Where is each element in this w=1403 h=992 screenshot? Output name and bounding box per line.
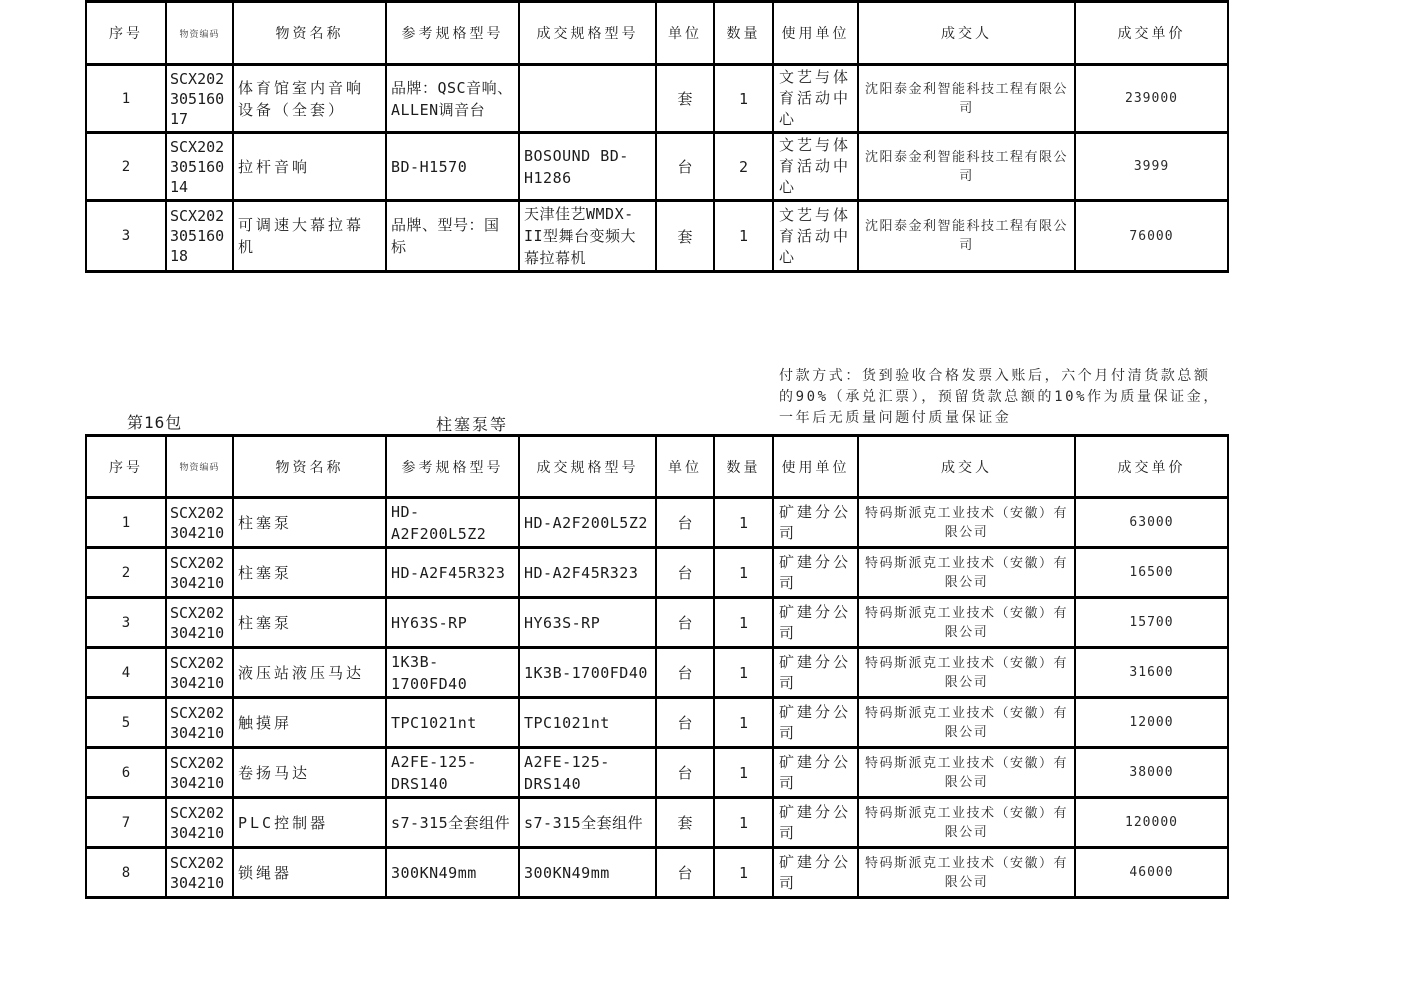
header-row xyxy=(86,436,1228,498)
table-row xyxy=(86,698,1228,748)
cell-seq: 3 xyxy=(86,598,166,648)
cell-user-dept: 文艺与体育活动中心 xyxy=(773,133,858,201)
cell-unit: 台 xyxy=(656,648,714,698)
col-header-material-code: 物资编码 xyxy=(166,436,233,498)
cell-user-dept: 矿建分公司 xyxy=(773,798,858,848)
col-header-qty: 数量 xyxy=(714,2,773,65)
cell-unit: 台 xyxy=(656,498,714,548)
cell-qty: 1 xyxy=(714,698,773,748)
cell-seq: 2 xyxy=(86,133,166,201)
table-row xyxy=(86,848,1228,898)
cell-deal-spec: HD-A2F200L5Z2 xyxy=(519,498,656,548)
cell-unit-price: 239000 xyxy=(1075,65,1228,133)
cell-deal-spec: A2FE-125-DRS140 xyxy=(519,748,656,798)
cell-seq: 1 xyxy=(86,498,166,548)
cell-ref-spec: TPC1021nt xyxy=(386,698,519,748)
cell-unit-price: 16500 xyxy=(1075,548,1228,598)
col-header-winner: 成交人 xyxy=(858,436,1075,498)
table-header xyxy=(86,2,1228,65)
cell-material-name: 可调速大幕拉幕机 xyxy=(233,201,386,272)
cell-material-code: SCX20230516014 xyxy=(166,133,233,201)
cell-user-dept: 文艺与体育活动中心 xyxy=(773,65,858,133)
cell-deal-spec: BOSOUND BD-H1286 xyxy=(519,133,656,201)
col-header-seq: 序号 xyxy=(86,2,166,65)
table-row xyxy=(86,65,1228,133)
cell-deal-spec: HY63S-RP xyxy=(519,598,656,648)
col-header-qty: 数量 xyxy=(714,436,773,498)
col-header-material-name: 物资名称 xyxy=(233,436,386,498)
cell-unit: 台 xyxy=(656,548,714,598)
cell-winner: 沈阳泰金利智能科技工程有限公司 xyxy=(858,65,1075,133)
cell-qty: 1 xyxy=(714,748,773,798)
col-header-deal-spec: 成交规格型号 xyxy=(519,2,656,65)
cell-unit-price: 38000 xyxy=(1075,748,1228,798)
cell-material-code: SCX202304210 xyxy=(166,798,233,848)
col-header-ref-spec: 参考规格型号 xyxy=(386,2,519,65)
cell-material-name: 拉杆音响 xyxy=(233,133,386,201)
cell-ref-spec: 品牌、型号：国标 xyxy=(386,201,519,272)
cell-material-code: SCX202304210 xyxy=(166,698,233,748)
cell-winner: 特码斯派克工业技术（安徽）有限公司 xyxy=(858,848,1075,898)
cell-unit: 台 xyxy=(656,698,714,748)
cell-ref-spec: s7-315全套组件 xyxy=(386,798,519,848)
col-header-unit-price: 成交单价 xyxy=(1075,436,1228,498)
cell-material-name: 触摸屏 xyxy=(233,698,386,748)
cell-winner: 特码斯派克工业技术（安徽）有限公司 xyxy=(858,748,1075,798)
cell-unit-price: 3999 xyxy=(1075,133,1228,201)
cell-deal-spec: HD-A2F45R323 xyxy=(519,548,656,598)
cell-material-code: SCX202304210 xyxy=(166,648,233,698)
cell-user-dept: 矿建分公司 xyxy=(773,648,858,698)
cell-unit-price: 76000 xyxy=(1075,201,1228,272)
cell-deal-spec: 1K3B-1700FD40 xyxy=(519,648,656,698)
col-header-unit-price: 成交单价 xyxy=(1075,2,1228,65)
package-label: 第16包 xyxy=(127,413,183,432)
cell-seq: 7 xyxy=(86,798,166,848)
cell-winner: 沈阳泰金利智能科技工程有限公司 xyxy=(858,201,1075,272)
cell-qty: 1 xyxy=(714,548,773,598)
col-header-unit: 单位 xyxy=(656,2,714,65)
cell-winner: 特码斯派克工业技术（安徽）有限公司 xyxy=(858,648,1075,698)
cell-material-name: 体育馆室内音响设备（全套） xyxy=(233,65,386,133)
table-row xyxy=(86,798,1228,848)
cell-winner: 特码斯派克工业技术（安徽）有限公司 xyxy=(858,548,1075,598)
cell-seq: 2 xyxy=(86,548,166,598)
cell-winner: 特码斯派克工业技术（安徽）有限公司 xyxy=(858,498,1075,548)
cell-ref-spec: 300KN49mm xyxy=(386,848,519,898)
cell-unit: 套 xyxy=(656,65,714,133)
cell-user-dept: 矿建分公司 xyxy=(773,548,858,598)
cell-ref-spec: 1K3B-1700FD40 xyxy=(386,648,519,698)
col-header-user-dept: 使用单位 xyxy=(773,2,858,65)
cell-seq: 1 xyxy=(86,65,166,133)
cell-unit-price: 120000 xyxy=(1075,798,1228,848)
col-header-winner: 成交人 xyxy=(858,2,1075,65)
payment-terms-note: 付款方式：货到验收合格发票入账后，六个月付清货款总额的90%（承兑汇票），预留货款总额的10%作为质量保证金，一年后无质量问题付质量保证金 xyxy=(779,368,1220,426)
cell-deal-spec: 天津佳艺WMDX-II型舞台变频大幕拉幕机 xyxy=(519,201,656,272)
cell-deal-spec: 300KN49mm xyxy=(519,848,656,898)
cell-deal-spec: TPC1021nt xyxy=(519,698,656,748)
cell-ref-spec: 品牌：QSC音响、ALLEN调音台 xyxy=(386,65,519,133)
cell-material-code: SCX202304210 xyxy=(166,748,233,798)
cell-ref-spec: HY63S-RP xyxy=(386,598,519,648)
cell-user-dept: 矿建分公司 xyxy=(773,698,858,748)
cell-seq: 6 xyxy=(86,748,166,798)
cell-seq: 4 xyxy=(86,648,166,698)
cell-qty: 1 xyxy=(714,848,773,898)
cell-ref-spec: BD-H1570 xyxy=(386,133,519,201)
cell-seq: 5 xyxy=(86,698,166,748)
cell-material-name: 锁绳器 xyxy=(233,848,386,898)
table-row xyxy=(86,598,1228,648)
col-header-user-dept: 使用单位 xyxy=(773,436,858,498)
cell-qty: 1 xyxy=(714,598,773,648)
table-row xyxy=(86,201,1228,272)
cell-unit: 套 xyxy=(656,798,714,848)
cell-unit: 台 xyxy=(656,598,714,648)
table-row xyxy=(86,133,1228,201)
cell-material-name: 液压站液压马达 xyxy=(233,648,386,698)
cell-unit: 套 xyxy=(656,201,714,272)
cell-unit: 台 xyxy=(656,133,714,201)
cell-material-code: SCX20230516018 xyxy=(166,201,233,272)
cell-user-dept: 矿建分公司 xyxy=(773,848,858,898)
col-header-material-name: 物资名称 xyxy=(233,2,386,65)
cell-unit: 台 xyxy=(656,748,714,798)
cell-seq: 3 xyxy=(86,201,166,272)
cell-material-code: SCX202304210 xyxy=(166,548,233,598)
cell-material-code: SCX20230516017 xyxy=(166,65,233,133)
cell-user-dept: 矿建分公司 xyxy=(773,598,858,648)
cell-winner: 特码斯派克工业技术（安徽）有限公司 xyxy=(858,598,1075,648)
cell-qty: 1 xyxy=(714,201,773,272)
cell-qty: 1 xyxy=(714,65,773,133)
award-table-pumps xyxy=(85,434,1229,899)
cell-material-code: SCX202304210 xyxy=(166,498,233,548)
cell-unit-price: 15700 xyxy=(1075,598,1228,648)
cell-unit-price: 12000 xyxy=(1075,698,1228,748)
col-header-material-code: 物资编码 xyxy=(166,2,233,65)
cell-ref-spec: HD-A2F45R323 xyxy=(386,548,519,598)
cell-ref-spec: A2FE-125-DRS140 xyxy=(386,748,519,798)
cell-ref-spec: HD-A2F200L5Z2 xyxy=(386,498,519,548)
col-header-ref-spec: 参考规格型号 xyxy=(386,436,519,498)
cell-unit-price: 46000 xyxy=(1075,848,1228,898)
cell-qty: 2 xyxy=(714,133,773,201)
header-row xyxy=(86,2,1228,65)
col-header-unit: 单位 xyxy=(656,436,714,498)
cell-material-code: SCX202304210 xyxy=(166,848,233,898)
cell-deal-spec xyxy=(519,65,656,133)
table-row xyxy=(86,648,1228,698)
cell-qty: 1 xyxy=(714,648,773,698)
cell-unit-price: 63000 xyxy=(1075,498,1228,548)
table-row xyxy=(86,748,1228,798)
cell-user-dept: 文艺与体育活动中心 xyxy=(773,201,858,272)
cell-material-name: 柱塞泵 xyxy=(233,598,386,648)
cell-material-name: 柱塞泵 xyxy=(233,498,386,548)
cell-material-name: PLC控制器 xyxy=(233,798,386,848)
cell-qty: 1 xyxy=(714,498,773,548)
cell-qty: 1 xyxy=(714,798,773,848)
col-header-deal-spec: 成交规格型号 xyxy=(519,436,656,498)
cell-winner: 沈阳泰金利智能科技工程有限公司 xyxy=(858,133,1075,201)
cell-material-name: 柱塞泵 xyxy=(233,548,386,598)
cell-user-dept: 矿建分公司 xyxy=(773,748,858,798)
cell-unit-price: 31600 xyxy=(1075,648,1228,698)
cell-seq: 8 xyxy=(86,848,166,898)
table-row xyxy=(86,498,1228,548)
package-title: 柱塞泵等 xyxy=(436,415,509,434)
cell-winner: 特码斯派克工业技术（安徽）有限公司 xyxy=(858,698,1075,748)
cell-winner: 特码斯派克工业技术（安徽）有限公司 xyxy=(858,798,1075,848)
col-header-seq: 序号 xyxy=(86,436,166,498)
cell-material-name: 卷扬马达 xyxy=(233,748,386,798)
cell-deal-spec: s7-315全套组件 xyxy=(519,798,656,848)
table-row xyxy=(86,548,1228,598)
table-header xyxy=(86,436,1228,498)
cell-material-code: SCX202304210 xyxy=(166,598,233,648)
cell-user-dept: 矿建分公司 xyxy=(773,498,858,548)
cell-unit: 台 xyxy=(656,848,714,898)
award-table-audio xyxy=(85,0,1229,273)
